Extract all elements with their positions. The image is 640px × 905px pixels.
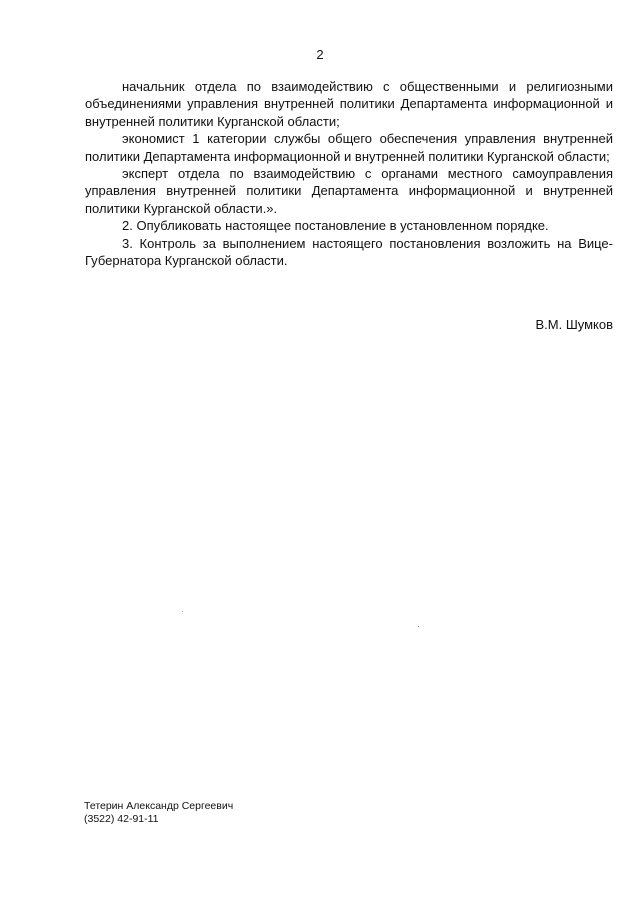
paragraph-item-2-publish: 2. Опубликовать настоящее постановление в установленном порядке. [122,218,549,234]
scan-speck [182,611,183,612]
executor-phone: (3522) 42-91-11 [84,813,159,825]
paragraph-position-head-of-department: начальник отдела по взаимодействию с общественными и религиозными объединениями управления внутренней политики Департамента информационной и внутренней политики Курганской области; [85,79,613,129]
executor-contact [84,800,233,826]
paragraph-position-economist: экономист 1 категории службы общего обеспечения управления внутренней политики Департамента информационной и внутренней политики Курганской области; [85,131,613,164]
paragraph-item-3-control: 3. Контроль за выполнением настоящего постановления возложить на Вице-Губернатора Курганской области. [85,235,613,269]
signature-name: В.М. Шумков [535,317,613,332]
page-number: 2 [316,47,324,62]
document-body [85,78,613,269]
scan-speck [418,626,419,627]
paragraph-position-expert: эксперт отдела по взаимодействию с органами местного самоуправления управления внутренней политики Департамента информационной и внутренней политики Курганской области.». [85,166,613,216]
executor-name: Тетерин Александр Сергеевич [84,800,234,812]
